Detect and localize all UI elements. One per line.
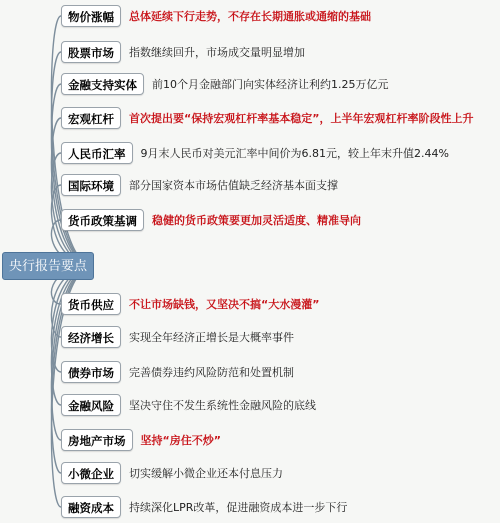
- topic-text: 持续深化LPR改革，促进融资成本进一步下行: [129, 501, 348, 514]
- topic-row: [61, 393, 316, 417]
- topic-text: 完善债券违约风险防范和处置机制: [129, 366, 294, 379]
- topic-text: 坚决守住不发生系统性金融风险的底线: [129, 399, 316, 412]
- topic-label: 经济增长: [61, 326, 121, 348]
- topic-text: 切实缓解小微企业还本付息压力: [129, 467, 283, 480]
- topic-label: 宏观杠杆: [61, 107, 121, 129]
- topic-text: 9月末人民币对美元汇率中间价为6.81元，较上年末升值2.44%: [140, 147, 449, 160]
- topic-text: 实现全年经济正增长是大概率事件: [129, 331, 294, 344]
- topic-row: [61, 495, 347, 519]
- topic-row: [61, 461, 283, 485]
- topic-text: 总体延续下行走势，不存在长期通胀或通缩的基础: [129, 10, 371, 23]
- topic-row: [61, 292, 319, 316]
- topic-row: [61, 4, 371, 28]
- topic-row: [61, 208, 361, 232]
- topic-label: 房地产市场: [61, 429, 133, 451]
- topic-label: 人民币汇率: [61, 142, 133, 164]
- topic-text: 前10个月金融部门向实体经济让利约1.25万亿元: [152, 78, 389, 91]
- topic-text: 稳健的货币政策要更加灵活适度、精准导向: [152, 214, 361, 227]
- topic-text: 坚持“房住不炒”: [140, 434, 221, 447]
- topic-label: 金融风险: [61, 394, 121, 416]
- topic-label: 融资成本: [61, 496, 121, 518]
- topic-row: [61, 106, 473, 130]
- topic-label: 货币供应: [61, 293, 121, 315]
- topic-row: [61, 325, 294, 349]
- topic-row: [61, 428, 221, 452]
- topic-label: 货币政策基调: [61, 209, 144, 231]
- topic-row: [61, 360, 294, 384]
- topic-text: 部分国家资本市场估值缺乏经济基本面支撑: [129, 179, 338, 192]
- topic-label: 小微企业: [61, 462, 121, 484]
- topic-label: 金融支持实体: [61, 73, 144, 95]
- topic-text: 不让市场缺钱，又坚决不搞“大水漫灌”: [129, 298, 320, 311]
- root-node: 央行报告要点: [2, 252, 94, 280]
- topic-label: 物价涨幅: [61, 5, 121, 27]
- topic-text: 指数继续回升，市场成交量明显增加: [129, 46, 305, 59]
- topic-label: 国际环境: [61, 174, 121, 196]
- topic-label: 债券市场: [61, 361, 121, 383]
- topic-text: 首次提出要“保持宏观杠杆率基本稳定”，上半年宏观杠杆率阶段性上升: [129, 112, 474, 125]
- topic-row: [61, 40, 305, 64]
- topic-row: [61, 173, 338, 197]
- topic-row: [61, 72, 389, 96]
- topic-row: [61, 141, 449, 165]
- topic-label: 股票市场: [61, 41, 121, 63]
